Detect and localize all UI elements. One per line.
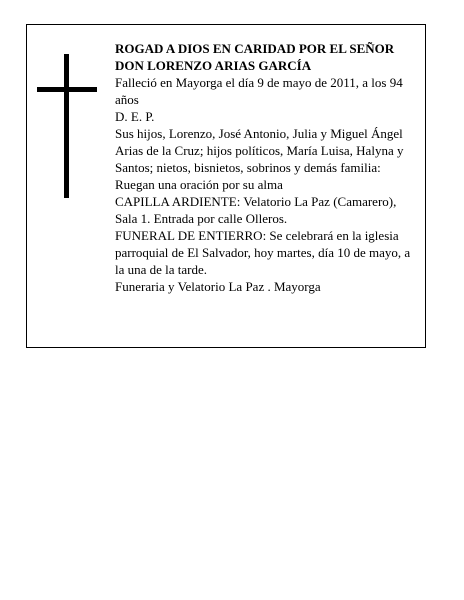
cross-horizontal-bar	[37, 87, 97, 92]
family-list: Sus hijos, Lorenzo, José Antonio, Julia y Miguel Ángel Arias de la Cruz; hijos políticos, María Luisa, Halyna y Santos; nietos, bisnietos, sobrinos y demás familia:	[115, 126, 404, 175]
wake-info: CAPILLA ARDIENTE: Velatorio La Paz (Camarero), Sala 1. Entrada por calle Olleros.	[115, 194, 397, 226]
obituary-notice	[26, 24, 426, 348]
death-announcement: Falleció en Mayorga el día 9 de mayo de 2011, a los 94 años	[115, 75, 403, 107]
notice-text	[115, 40, 420, 295]
rest-in-peace: D. E. P.	[115, 109, 155, 124]
cross-vertical-bar	[64, 54, 69, 198]
funeral-info: FUNERAL DE ENTIERRO: Se celebrará en la iglesia parroquial de El Salvador, hoy martes, día 10 de mayo, a la una de la tarde.	[115, 228, 411, 277]
notice-title: ROGAD A DIOS EN CARIDAD POR EL SEÑOR DON LORENZO ARIAS GARCÍA	[115, 41, 395, 73]
prayer-request: Ruegan una oración por su alma	[115, 177, 283, 192]
cross-icon	[37, 54, 97, 198]
funeral-home: Funeraria y Velatorio La Paz . Mayorga	[115, 279, 321, 294]
